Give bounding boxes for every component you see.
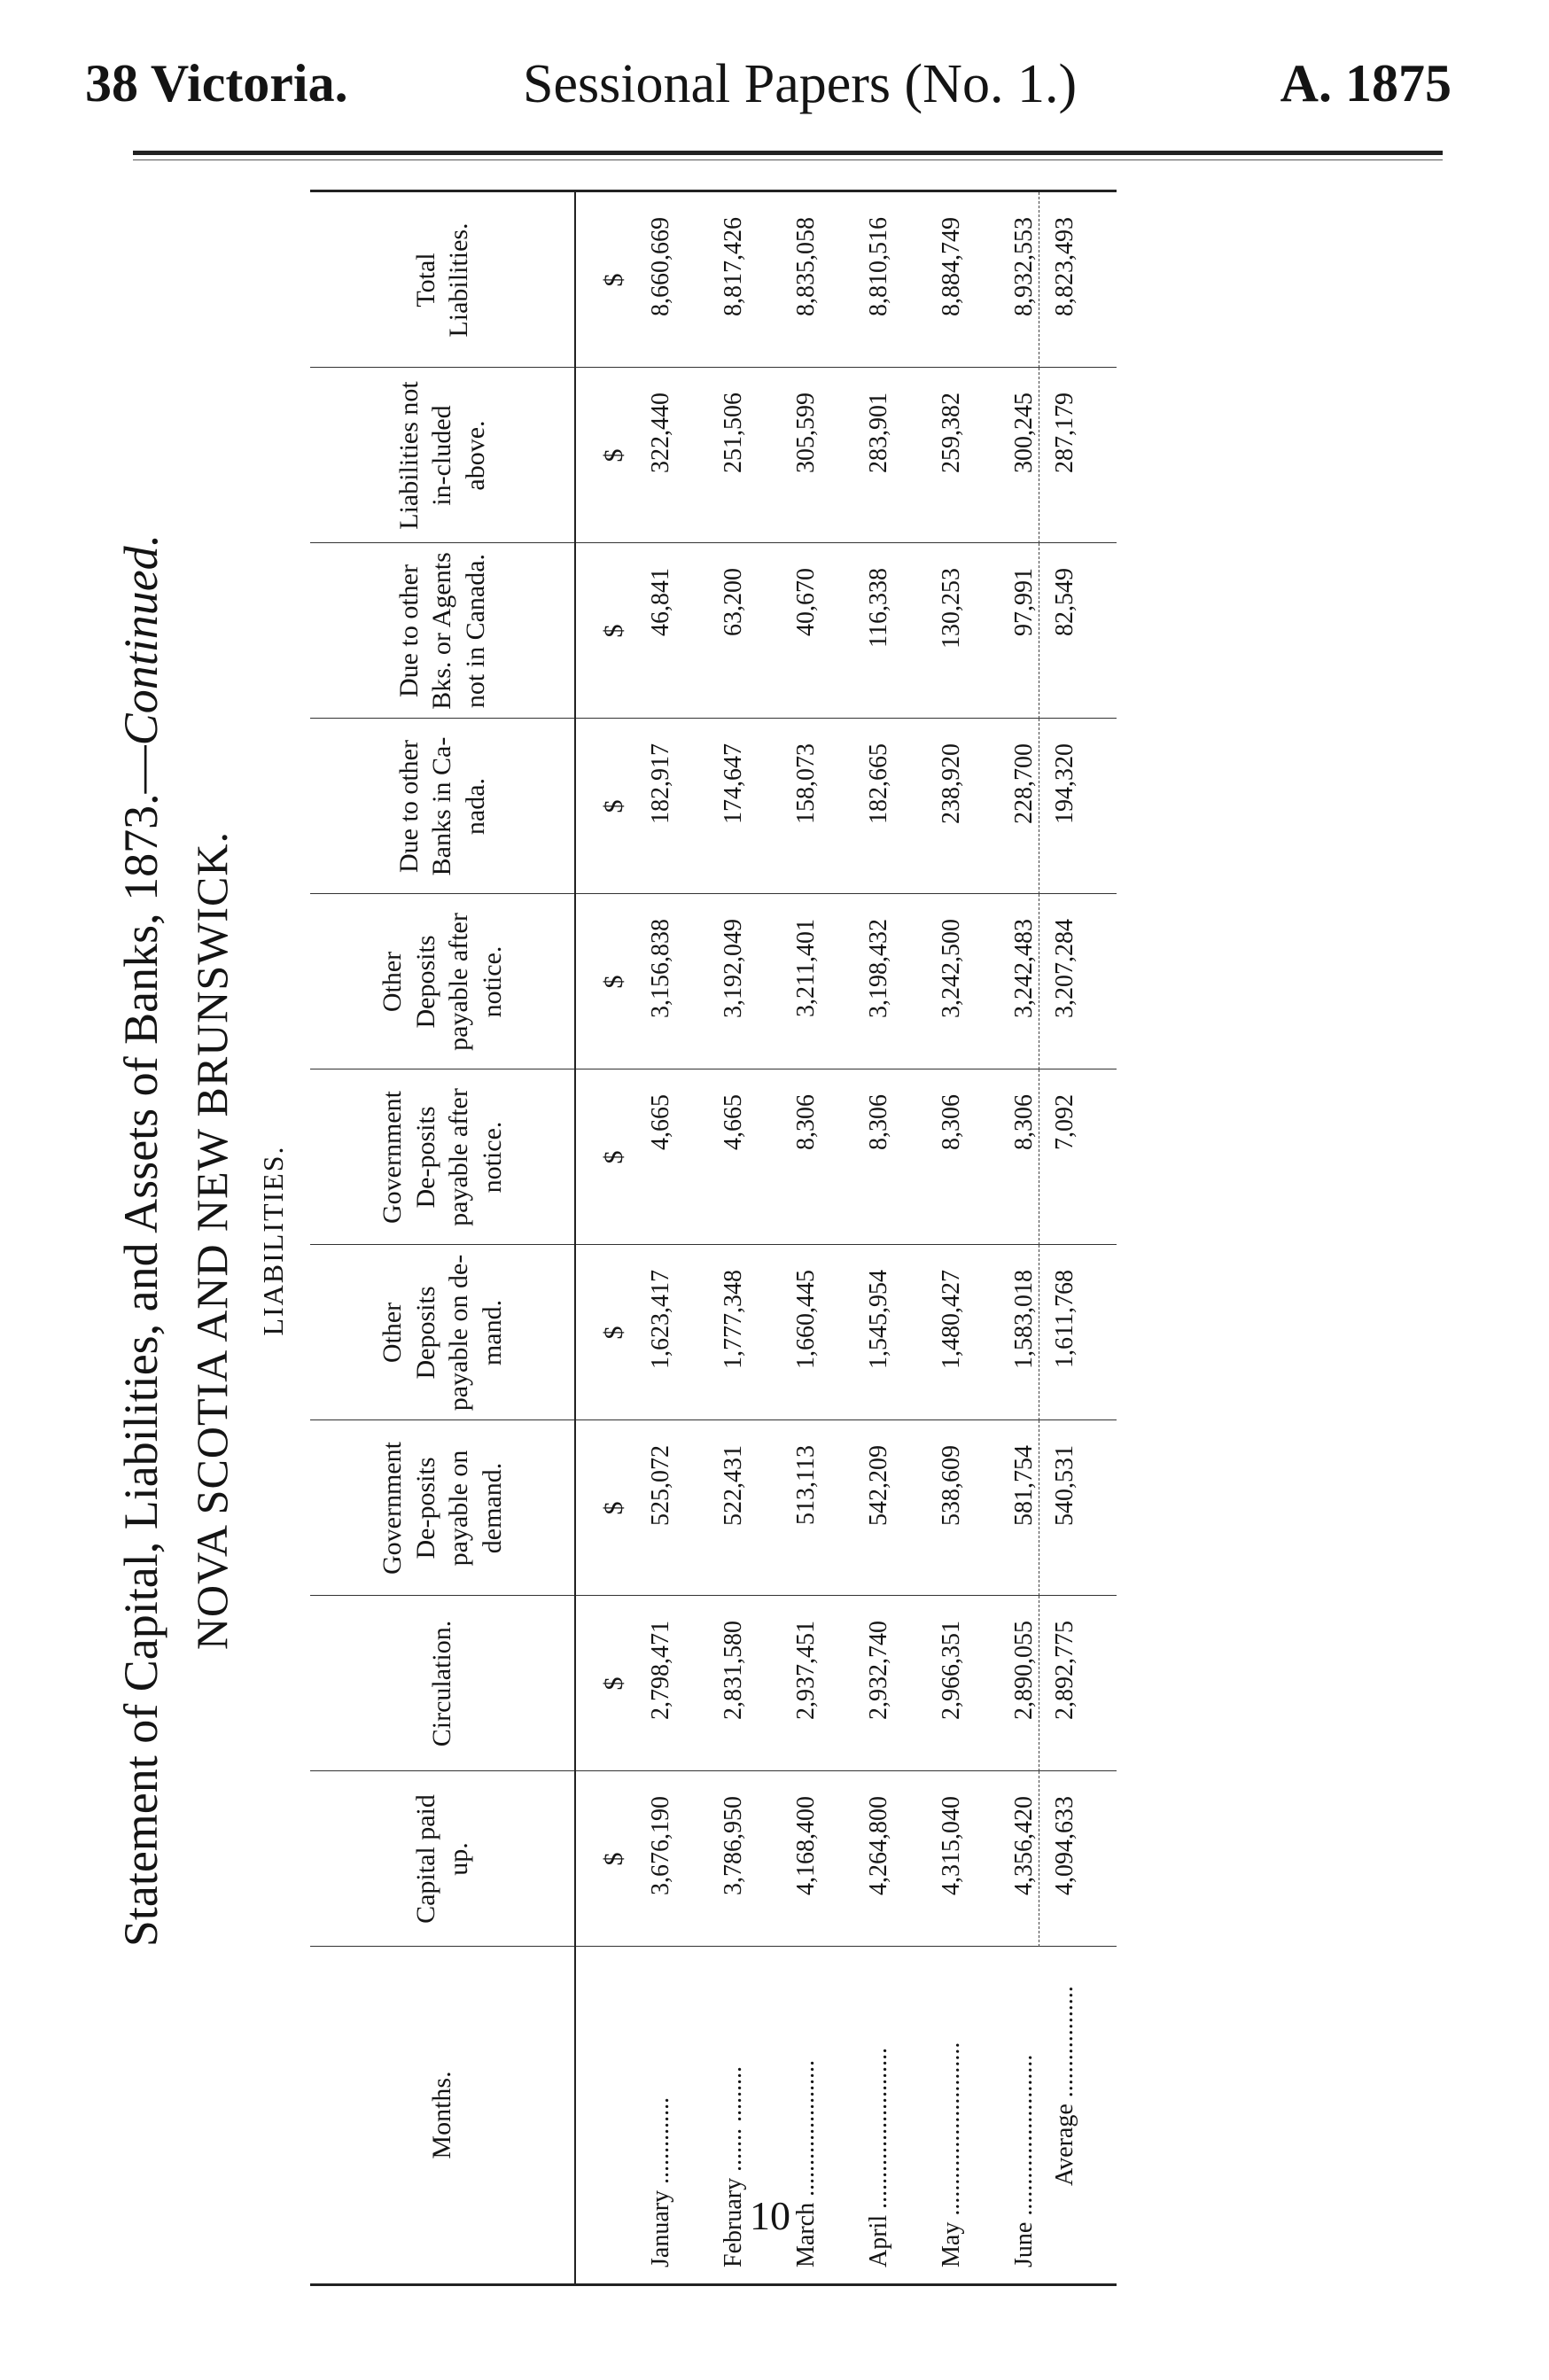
column-4 [310, 1069, 1117, 1245]
table-cell: 259,382 [938, 393, 965, 473]
table-cell: 322,440 [647, 393, 674, 473]
table-cell: 8,306 [938, 1094, 965, 1150]
column-2 [310, 1419, 1117, 1596]
average-cell: 2,892,775 [1051, 1621, 1078, 1720]
month-label: April .......................... [865, 2047, 892, 2267]
liabilities-table [310, 190, 1117, 2286]
table-cell: 4,168,400 [792, 1796, 820, 1895]
currency-symbol: $ [599, 1326, 628, 1340]
table-cell: 3,198,432 [865, 919, 892, 1018]
column-1 [310, 1595, 1117, 1771]
table-cell: 1,777,348 [720, 1270, 747, 1369]
table-cell: 3,786,950 [720, 1796, 747, 1895]
rotated-table-region [89, 195, 1365, 2286]
table-cell: 130,253 [938, 568, 965, 649]
column-header: Capital paid up. [310, 1771, 576, 1947]
average-cell: 540,531 [1051, 1445, 1078, 1526]
table-cell: 4,665 [720, 1094, 747, 1150]
column-5 [310, 893, 1117, 1069]
column-header: Due to other Bks. or Agents not in Canada. [310, 543, 576, 719]
table-cell: 1,583,018 [1010, 1270, 1038, 1369]
table-cell: 8,884,749 [938, 217, 965, 316]
table-cell: 182,665 [865, 743, 892, 824]
table-cell: 40,670 [792, 568, 820, 636]
table-cell: 1,660,445 [792, 1270, 820, 1369]
table-cell: 3,242,483 [1010, 919, 1038, 1018]
table-cell: 538,609 [938, 1445, 965, 1526]
table-cell: 2,937,451 [792, 1621, 820, 1720]
table-cell: 3,676,190 [647, 1796, 674, 1895]
table-cell: 581,754 [1010, 1445, 1038, 1526]
column-6 [310, 718, 1117, 894]
table-cell: 3,211,401 [792, 919, 820, 1017]
table-cell: 4,264,800 [865, 1796, 892, 1895]
currency-symbol: $ [599, 1676, 628, 1691]
table-cell: 182,917 [647, 743, 674, 824]
table-cell: 305,599 [792, 393, 820, 473]
column-header: Government De-posits payable after notice. [310, 1069, 576, 1245]
header-center: Sessional Papers (No. 1.) [523, 54, 1078, 114]
table-cell: 1,545,954 [865, 1270, 892, 1369]
province-title: NOVA SCOTIA AND NEW BRUNSWICK. [187, 830, 237, 1651]
column-header: Other Deposits payable on de-mand. [310, 1245, 576, 1420]
table-cell: 513,113 [792, 1445, 820, 1525]
currency-symbol: $ [599, 799, 628, 813]
table-cell: 8,835,058 [792, 217, 820, 316]
currency-symbol: $ [599, 975, 628, 989]
section-title: LIABILITIES. [257, 1145, 289, 1336]
statement-title-main: of Capital, Liabilities, and Assets of Banks, 1873.— [114, 745, 167, 1756]
average-cell: 7,092 [1051, 1094, 1078, 1150]
column-7 [310, 542, 1117, 719]
table-cell: 542,209 [865, 1445, 892, 1526]
table-cell: 8,817,426 [720, 217, 747, 316]
statement-title-continued: Continued. [114, 533, 167, 746]
table-cell: 2,890,055 [1010, 1621, 1038, 1720]
average-cell: 3,207,284 [1051, 919, 1078, 1018]
column-header: Liabilities not in-cluded above. [310, 368, 576, 543]
currency-symbol: $ [599, 1150, 628, 1164]
column-header: Due to other Banks in Ca-nada. [310, 719, 576, 894]
table-cell: 2,798,471 [647, 1621, 674, 1720]
column-header: Total Liabilities. [310, 192, 576, 368]
table-cell: 8,306 [865, 1094, 892, 1150]
months-column [310, 1946, 1117, 2283]
table-cell: 3,242,500 [938, 919, 965, 1018]
table-cell: 63,200 [720, 568, 747, 636]
table-cell: 2,831,580 [720, 1621, 747, 1720]
table-cell: 1,480,427 [938, 1270, 965, 1369]
table-cell: 300,245 [1010, 393, 1038, 473]
table-cell: 3,156,838 [647, 919, 674, 1018]
average-cell: 1,611,768 [1051, 1270, 1078, 1368]
month-label: May ............................ [938, 2042, 965, 2267]
month-label: March ...................... [792, 2059, 820, 2267]
column-header: Circulation. [310, 1596, 576, 1771]
currency-symbol: $ [599, 1852, 628, 1866]
table-cell: 158,073 [792, 743, 820, 824]
column-header: Other Deposits payable after notice. [310, 894, 576, 1069]
average-cell: 194,320 [1051, 743, 1078, 824]
table-cell: 8,306 [1010, 1094, 1038, 1150]
currency-symbol: $ [599, 448, 628, 463]
table-cell: 116,338 [865, 568, 892, 648]
table-cell: 1,623,417 [647, 1270, 674, 1369]
table-cell: 4,665 [647, 1094, 674, 1150]
table-cell: 2,966,351 [938, 1621, 965, 1720]
header-left: 38 Victoria. [85, 54, 348, 113]
page-number: 10 [750, 2193, 790, 2238]
month-label: January .............. [647, 2096, 674, 2267]
statement-title [113, 195, 168, 2286]
table-cell: 228,700 [1010, 743, 1038, 824]
statement-title-prefix: Statement [114, 1755, 167, 1948]
column-3 [310, 1244, 1117, 1420]
table-cell: 283,901 [865, 393, 892, 473]
month-label: June .......................... [1010, 2054, 1038, 2267]
table-cell: 4,356,420 [1010, 1796, 1038, 1895]
month-label: February ....... ......... [720, 2065, 747, 2267]
column-9 [310, 192, 1117, 368]
header-rule [133, 151, 1443, 155]
average-cell: 82,549 [1051, 568, 1078, 636]
table-cell: 2,932,740 [865, 1621, 892, 1720]
table-cell: 8,810,516 [865, 217, 892, 316]
average-label: Average .................. [1051, 1986, 1078, 2186]
currency-symbol: $ [599, 624, 628, 638]
average-cell: 8,823,493 [1051, 217, 1078, 316]
header-rule-thin [133, 159, 1443, 160]
column-8 [310, 367, 1117, 543]
table-cell: 525,072 [647, 1445, 674, 1526]
table-cell: 522,431 [720, 1445, 747, 1526]
table-cell: 8,660,669 [647, 217, 674, 316]
table-cell: 174,647 [720, 743, 747, 824]
average-cell: 4,094,633 [1051, 1796, 1078, 1895]
table-cell: 4,315,040 [938, 1796, 965, 1895]
table-cell: 97,991 [1010, 568, 1038, 636]
average-cell: 287,179 [1051, 393, 1078, 473]
column-header: Government De-posits payable on demand. [310, 1420, 576, 1596]
table-cell: 238,920 [938, 743, 965, 824]
table-cell: 8,932,553 [1010, 217, 1038, 316]
table-cell: 8,306 [792, 1094, 820, 1150]
table-cell: 46,841 [647, 568, 674, 636]
currency-symbol: $ [599, 273, 628, 287]
currency-symbol: $ [599, 1501, 628, 1515]
column-0 [310, 1770, 1117, 1947]
header-right: A. 1875 [1280, 54, 1452, 113]
table-cell: 251,506 [720, 393, 747, 473]
months-header: Months. [310, 1947, 576, 2283]
table-cell: 3,192,049 [720, 919, 747, 1018]
